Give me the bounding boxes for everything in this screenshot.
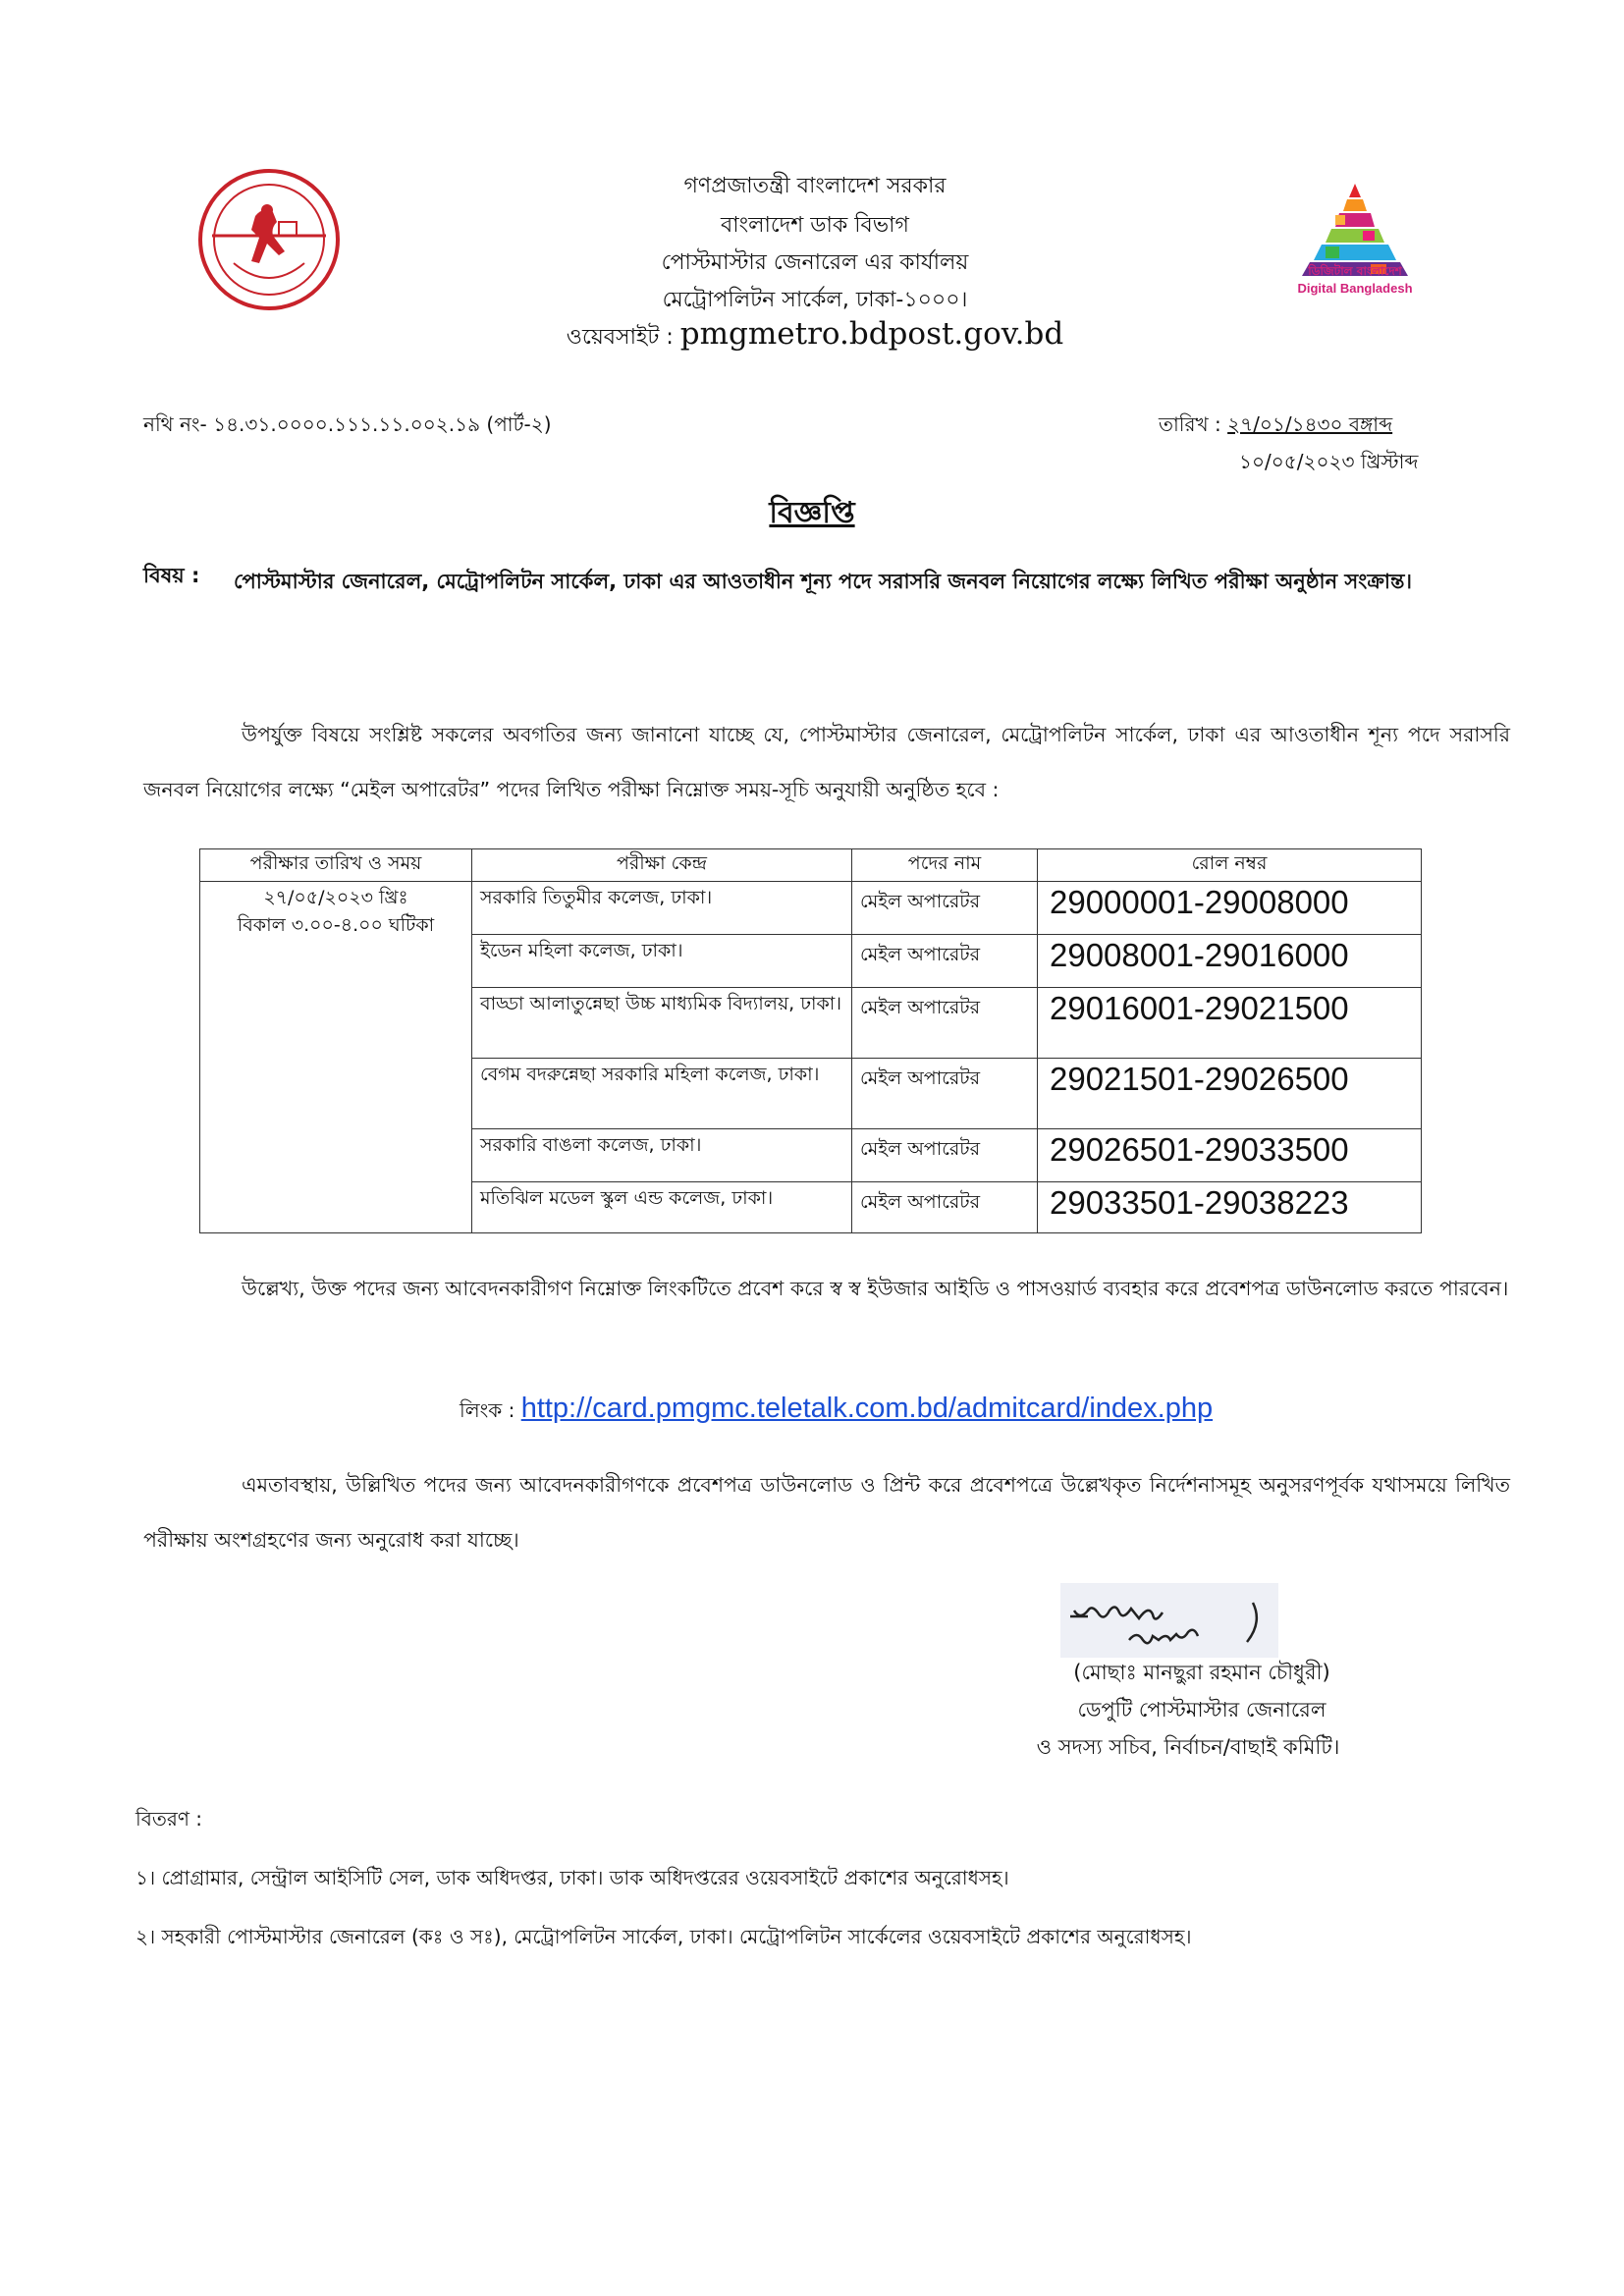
distribution-item: ২। সহকারী পোস্টমাস্টার জেনারেল (কঃ ও সঃ), মেট্রোপলিটন সার্কেল, ঢাকা। মেট্রোপলিটন সার্কেলের ওয়েবসাইটে প্রকাশের অনুরোধসহ। — [135, 1925, 1192, 1948]
link-label: লিংক : — [460, 1398, 515, 1422]
admit-card-link[interactable]: http://card.pmgmc.teletalk.com.bd/admitcard/index.php — [520, 1393, 1214, 1424]
col-header-center: পরীক্ষা কেন্দ্র — [472, 849, 852, 882]
post-name: মেইল অপারেটর — [852, 882, 1038, 935]
roll-range: 29033501-29038223 — [1038, 1182, 1422, 1233]
body-paragraph-1: উপর্যুক্ত বিষয়ে সংশ্লিষ্ট সকলের অবগতির জন্য জানানো যাচ্ছে যে, পোস্টমাস্টার জেনারেল, মেট্রোপলিটন সার্কেল, ঢাকা এর আওতাধীন শূন্য পদে সরাসরি জনবল নিয়োগের লক্ষ্যে “মেইল অপারেটর” পদের লিখিত পরীক্ষা নিম্নোক্ত সময়-সূচি অনুযায়ী অনুষ্ঠিত হবে : — [143, 723, 1510, 801]
roll-range: 29026501-29033500 — [1038, 1129, 1422, 1182]
notice-title: বিজ্ঞপ্তি — [769, 496, 855, 530]
signatory-name: (মোছাঃ মানছুরা রহমান চৌধুরী) — [1073, 1661, 1330, 1684]
post-name: মেইল অপারেটর — [852, 1059, 1038, 1129]
signatory-designation: ডেপুটি পোস্টমাস্টার জেনারেল — [1077, 1698, 1326, 1722]
distribution-item: ১। প্রোগ্রামার, সেন্ট্রাল আইসিটি সেল, ডাক অধিদপ্তর, ঢাকা। ডাক অধিদপ্তরের ওয়েবসাইটে প্রকাশের অনুরোধসহ। — [135, 1866, 1009, 1889]
exam-center: সরকারি বাঙলা কলেজ, ঢাকা। — [472, 1129, 852, 1182]
body-paragraph-2: উল্লেখ্য, উক্ত পদের জন্য আবেদনকারীগণ নিম্নোক্ত লিংকটিতে প্রবেশ করে স্ব স্ব ইউজার আইডি ও পাসওয়ার্ড ব্যবহার করে প্রবেশপত্র ডাউনলোড করতে পারবেন। — [242, 1277, 1509, 1300]
exam-time: বিকাল ৩.০০-৪.০০ ঘটিকা — [237, 914, 435, 936]
memo-number: নথি নং- ১৪.৩১.০০০০.১১১.১১.০০২.১৯ (পার্ট-২) — [143, 412, 552, 436]
admit-card-link-line — [460, 1393, 1213, 1429]
col-header-post: পদের নাম — [852, 849, 1038, 882]
table-header-row — [200, 849, 1422, 882]
subject-text: পোস্টমাস্টার জেনারেল, মেট্রোপলিটন সার্কেল, ঢাকা এর আওতাধীন শূন্য পদে সরাসরি জনবল নিয়োগের লক্ষ্যে লিখিত পরীক্ষা অনুষ্ঠান সংক্রান্ত। — [234, 570, 1412, 593]
exam-center: মতিঝিল মডেল স্কুল এন্ড কলেজ, ঢাকা। — [472, 1182, 852, 1233]
memo-date-bangla — [1159, 410, 1392, 443]
digital-bangladesh-label-en: Digital Bangladesh — [1297, 281, 1413, 296]
exam-center: সরকারি তিতুমীর কলেজ, ঢাকা। — [472, 882, 852, 935]
website-url[interactable]: pmgmetro.bdpost.gov.bd — [679, 316, 1064, 352]
subject-label: বিষয় : — [143, 564, 200, 587]
header-government: গণপ্রজাতন্ত্রী বাংলাদেশ সরকার — [683, 174, 947, 198]
roll-range: 29016001-29021500 — [1038, 988, 1422, 1059]
roll-range: 29008001-29016000 — [1038, 935, 1422, 988]
exam-center: ইডেন মহিলা কলেজ, ঢাকা। — [472, 935, 852, 988]
col-header-date: পরীক্ষার তারিখ ও সময় — [200, 849, 472, 882]
post-name: মেইল অপারেটর — [852, 1129, 1038, 1182]
roll-range: 29021501-29026500 — [1038, 1059, 1422, 1129]
header-office: পোস্টমাস্টার জেনারেল এর কার্যালয় — [661, 250, 969, 275]
post-name: মেইল অপারেটর — [852, 1182, 1038, 1233]
post-name: মেইল অপারেটর — [852, 988, 1038, 1059]
digital-bangladesh-label-bn: ডিজিটাল বাংলাদেশ — [1308, 264, 1402, 278]
bangladesh-post-logo — [194, 165, 344, 314]
col-header-roll: রোল নম্বর — [1038, 849, 1422, 882]
table-row — [200, 882, 1422, 935]
distribution-label: বিতরণ : — [135, 1807, 203, 1831]
exam-schedule-table — [199, 848, 1422, 1233]
header-website — [471, 316, 1159, 356]
website-label: ওয়েবসাইট : — [566, 325, 674, 350]
handwritten-signature — [1060, 1583, 1278, 1658]
header-department: বাংলাদেশ ডাক বিভাগ — [721, 213, 909, 238]
body-paragraph-3: এমতাবস্থায়, উল্লিখিত পদের জন্য আবেদনকারীগণকে প্রবেশপত্র ডাউনলোড ও প্রিন্ট করে প্রবেশপত্রে উল্লেখকৃত নির্দেশনাসমূহ অনুসরণপূর্বক যথাসময়ে লিখিত পরীক্ষায় অংশগ্রহণের জন্য অনুরোধ করা যাচ্ছে। — [143, 1473, 1510, 1552]
exam-date-cell — [200, 882, 472, 1233]
exam-date: ২৭/০৫/২০২৩ খ্রিঃ — [263, 887, 408, 908]
signatory-role: ও সদস্য সচিব, নির্বাচন/বাছাই কমিটি। — [1036, 1735, 1340, 1759]
date-bangla-value: ২৭/০১/১৪৩০ বঙ্গাব্দ — [1227, 412, 1393, 436]
memo-date-gregorian: ১০/০৫/২০২৩ খ্রিস্টাব্দ — [1239, 450, 1419, 473]
post-name: মেইল অপারেটর — [852, 935, 1038, 988]
header-circle: মেট্রোপলিটন সার্কেল, ঢাকা-১০০০। — [662, 288, 968, 312]
date-label: তারিখ : — [1159, 412, 1221, 436]
exam-center: বেগম বদরুন্নেছা সরকারি মহিলা কলেজ, ঢাকা। — [472, 1059, 852, 1129]
exam-center: বাড্ডা আলাতুন্নেছা উচ্চ মাধ্যমিক বিদ্যালয়, ঢাকা। — [472, 988, 852, 1059]
roll-range: 29000001-29008000 — [1038, 882, 1422, 935]
